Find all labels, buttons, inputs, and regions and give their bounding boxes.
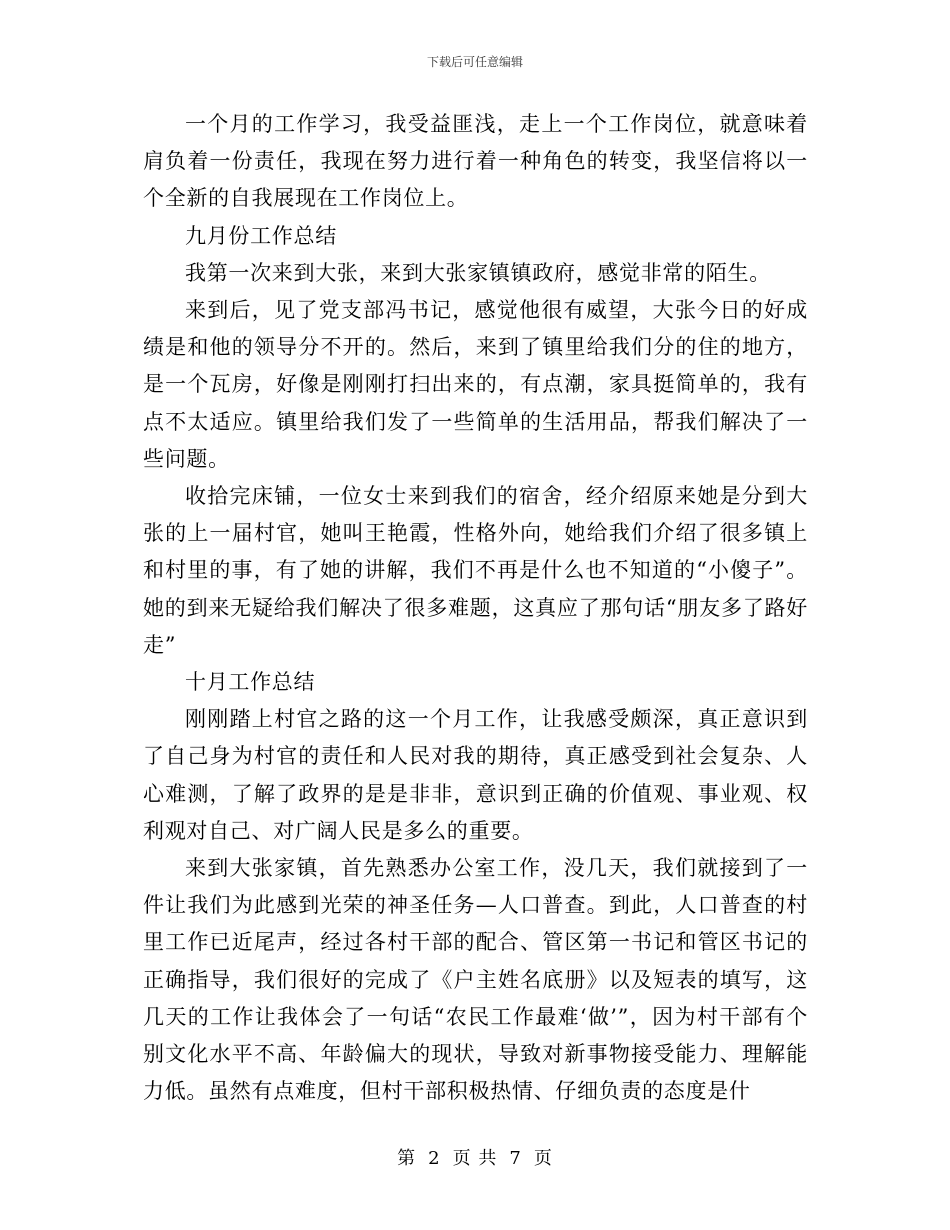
document-body [143, 106, 808, 1110]
paragraph: 收拾完床铺，一位女士来到我们的宿舍，经介绍原来她是分到大张的上一届村官，她叫王艳霞，性格外向，她给我们介绍了很多镇上和村里的事，有了她的讲解，我们不再是什么也不知道的“小傻子”。她的到来无疑给我们解决了很多难题，这真应了那句话“朋友多了路好走” [143, 484, 808, 657]
paragraph: 一个月的工作学习，我受益匪浅，走上一个工作岗位，就意味着肩负着一份责任，我现在努力进行着一种角色的转变，我坚信将以一个全新的自我展现在工作岗位上。 [143, 112, 808, 211]
page-header: 下载后可任意编辑 [426, 55, 523, 69]
paragraph: 我第一次来到大张，来到大张家镇镇政府，感觉非常的陌生。 [185, 260, 771, 285]
footer-prefix: 第 [397, 1148, 417, 1169]
footer-page-number: 2 [428, 1148, 441, 1169]
paragraph: 来到大张家镇，首先熟悉办公室工作，没几天，我们就接到了一件让我们为此感到光荣的神圣任务—人口普查。到此，人口普查的村里工作已近尾声，经过各村干部的配合、管区第一书记和管区书记的正确指导，我们很好的完成了《户主姓名底册》以及短表的填写，这几天的工作让我体会了一句话“农民工作最难‘做’”，因为村干部有个别文化水平不高、年龄偏大的现状，导致对新事物接受能力、理解能力低。虽然有点难度，但村干部积极热情、仔细负责的态度是什 [143, 856, 808, 1104]
footer-total-pages: 7 [509, 1148, 522, 1169]
footer-middle: 页 共 [452, 1148, 498, 1169]
footer-suffix: 页 [533, 1148, 553, 1169]
page-footer [0, 1147, 950, 1171]
paragraph: 来到后，见了党支部冯书记，感觉他很有威望，大张今日的好成绩是和他的领导分不开的。然后，来到了镇里给我们分的住的地方，是一个瓦房，好像是刚刚打扫出来的，有点潮，家具挺简单的，我有点不太适应。镇里给我们发了一些简单的生活用品，帮我们解决了一些问题。 [143, 298, 808, 471]
paragraph: 刚刚踏上村官之路的这一个月工作，让我感受颇深，真正意识到了自己身为村官的责任和人民对我的期待，真正感受到社会复杂、人心难测，了解了政界的是是非非，意识到正确的价值观、事业观、权利观对自己、对广阔人民是多么的重要。 [143, 707, 808, 843]
section-heading-september: 九月份工作总结 [185, 223, 337, 248]
section-heading-october: 十月工作总结 [185, 670, 316, 695]
